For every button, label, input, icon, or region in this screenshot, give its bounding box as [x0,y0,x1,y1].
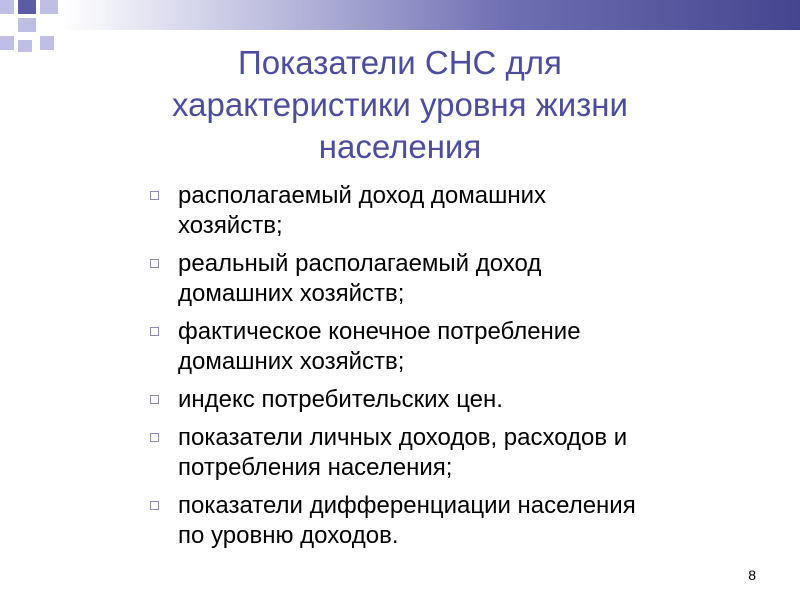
list-item-line: хозяйств; [178,212,283,239]
list-item [150,317,780,377]
hollow-square-icon [150,259,159,268]
list-item [150,423,780,483]
page-number: 8 [748,567,756,583]
list-item-line: по уровню доходов. [178,522,399,549]
title-line: населения [318,128,482,165]
header-gradient-bar [62,0,800,30]
list-item-line: потребления населения; [178,454,453,481]
decor-square-bottom-left [0,36,14,50]
list-item [150,249,780,309]
decor-square-top-right [40,0,58,14]
list-item [150,181,780,241]
hollow-square-icon [150,501,159,510]
hollow-square-icon [150,327,159,336]
decor-square-dark [18,0,36,14]
hollow-square-icon [150,191,159,200]
hollow-square-icon [150,395,159,404]
list-item-line: фактическое конечное потребление [178,318,581,345]
list-item-line: показатели дифференциации населения [178,492,636,519]
list-item [150,491,780,551]
list-item-line: располагаемый доход домашних [178,182,547,209]
list-item-line: показатели личных доходов, расходов и [178,424,628,451]
list-item-line: домашних хозяйств; [178,348,405,375]
hollow-square-icon [150,433,159,442]
decor-square-bottom-right [40,36,54,50]
decor-square-lower [18,40,32,52]
list-item [150,385,780,415]
bullet-list [150,181,780,559]
decor-square-top-left [0,0,14,14]
decor-square-mid [18,18,36,32]
title-line: Показатели СНС для [238,44,562,81]
title-line: характеристики уровня жизни [172,86,628,123]
list-item-line: домашних хозяйств; [178,280,405,307]
list-item-line: индекс потребительских цен. [178,386,503,413]
list-item-line: реальный располагаемый доход [178,250,542,277]
slide-title [60,42,740,168]
